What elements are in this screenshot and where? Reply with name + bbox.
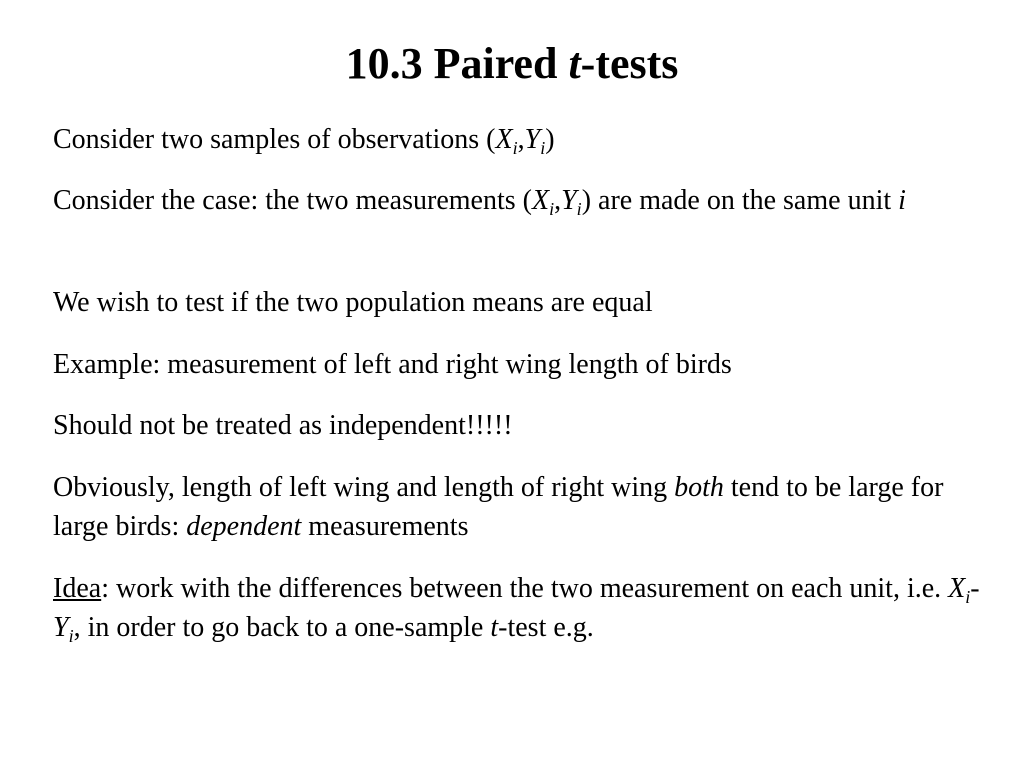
text-run: Consider the case: the two measurements ( <box>53 185 532 216</box>
text-run: -test e.g. <box>498 612 594 643</box>
var-i: i <box>898 185 906 216</box>
text-run: : work with the differences between the two measurement on each unit, i.e. <box>101 573 949 604</box>
idea-label: Idea <box>53 573 102 604</box>
subscript-i: i <box>965 587 971 607</box>
subscript-i: i <box>540 138 546 158</box>
var-t: t <box>490 612 499 643</box>
var-y: Y <box>53 612 69 643</box>
subscript-i: i <box>512 138 518 158</box>
title-prefix: 10.3 Paired <box>345 39 569 88</box>
text-run: measurements <box>301 511 469 542</box>
paragraph-example: Example: measurement of left and right wing length of birds <box>53 349 732 380</box>
subscript-i: i <box>68 626 74 646</box>
slide-title <box>0 34 1024 94</box>
subscript-i: i <box>549 199 555 219</box>
text-run: , <box>517 124 525 155</box>
var-y: Y <box>524 124 541 155</box>
text-run: ) <box>545 124 555 155</box>
paragraph-samples <box>53 120 988 159</box>
text-run: - <box>970 573 980 604</box>
text-run: , in order to go back to a one-sample <box>73 612 491 643</box>
text-run: ) are made on the same unit <box>581 185 899 216</box>
text-run: , <box>554 185 562 216</box>
emphasis-dependent: dependent <box>186 511 302 542</box>
title-italic-t: t <box>568 39 581 88</box>
text-run: tend to be large for large birds: <box>53 472 944 542</box>
text-run: Consider two samples of observations ( <box>53 124 496 155</box>
emphasis-both: both <box>674 472 724 503</box>
var-x: X <box>948 573 966 604</box>
paragraph-hypothesis: We wish to test if the two population means are equal <box>53 287 653 318</box>
var-y: Y <box>561 185 577 216</box>
var-x: X <box>531 185 550 216</box>
title-suffix: -tests <box>580 39 679 88</box>
var-x: X <box>495 124 513 155</box>
paragraph-same-unit <box>53 181 988 220</box>
subscript-i: i <box>576 199 582 219</box>
text-run: Obviously, length of left wing and length of right wing <box>53 472 675 503</box>
paragraph-warning: Should not be treated as independent!!!!! <box>53 410 513 441</box>
paragraph-idea <box>53 569 988 647</box>
paragraph-dependence <box>53 468 988 546</box>
